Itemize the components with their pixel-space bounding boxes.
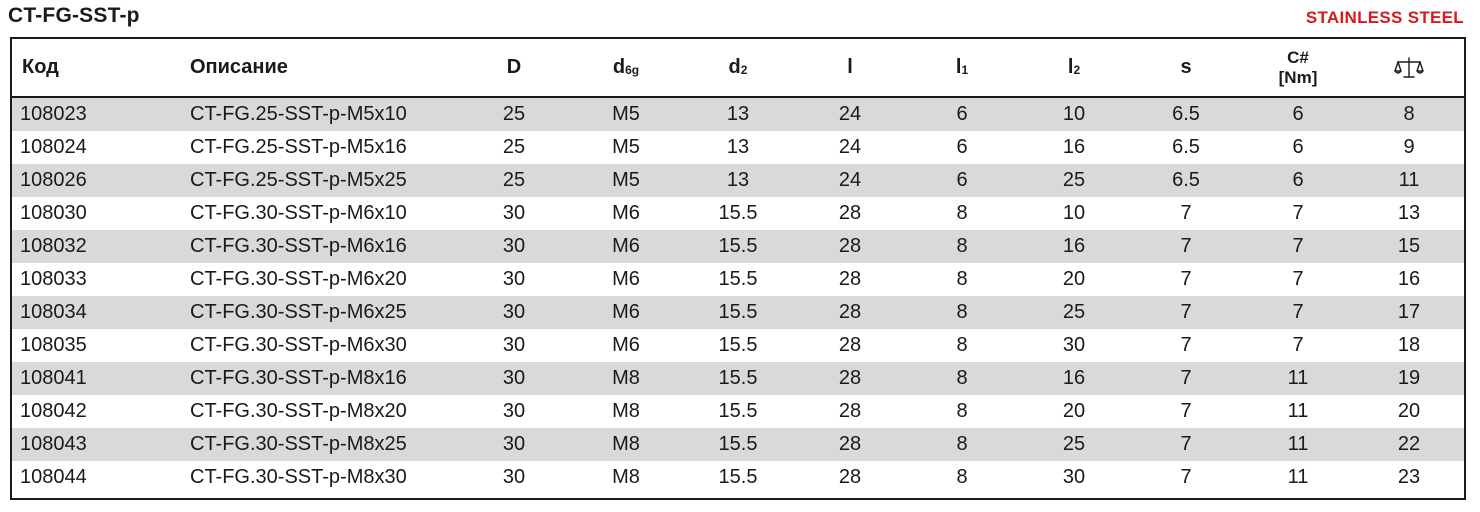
cell-cnm: 7: [1242, 197, 1354, 230]
cell-l1: 8: [906, 428, 1018, 461]
cell-D: 25: [458, 164, 570, 197]
cell-cnm: 11: [1242, 362, 1354, 395]
cell-l1: 8: [906, 362, 1018, 395]
cell-d2: 15.5: [682, 461, 794, 494]
table-row: [12, 197, 1464, 230]
col-header-d6g: [570, 39, 682, 97]
cell-description: CT-FG.25-SST-p-M5x25: [190, 164, 458, 197]
cell-l2: 20: [1018, 395, 1130, 428]
spec-table-body: [12, 97, 1464, 494]
table-row: [12, 329, 1464, 362]
product-title: CT-FG-SST-p: [8, 4, 140, 27]
cell-D: 30: [458, 230, 570, 263]
cell-code: 108024: [12, 131, 190, 164]
cell-description: CT-FG.30-SST-p-M6x20: [190, 263, 458, 296]
cell-d2: 13: [682, 97, 794, 131]
table-row: [12, 461, 1464, 494]
col-header-d2-main: d: [728, 56, 741, 78]
cell-d2: 15.5: [682, 395, 794, 428]
table-row: [12, 97, 1464, 131]
cell-cnm: 11: [1242, 461, 1354, 494]
col-header-D: D: [458, 39, 570, 97]
cell-d6g: M6: [570, 197, 682, 230]
cell-l: 24: [794, 97, 906, 131]
cell-l1: 8: [906, 230, 1018, 263]
cell-cnm: 11: [1242, 395, 1354, 428]
cell-D: 30: [458, 395, 570, 428]
cell-d2: 13: [682, 131, 794, 164]
table-row: [12, 395, 1464, 428]
cell-d6g: M6: [570, 263, 682, 296]
cell-cnm: 6: [1242, 164, 1354, 197]
cell-weight: 19: [1354, 362, 1464, 395]
cell-s: 7: [1130, 461, 1242, 494]
cell-d6g: M8: [570, 428, 682, 461]
col-header-code: Код: [12, 39, 190, 97]
cell-weight: 16: [1354, 263, 1464, 296]
cell-s: 7: [1130, 197, 1242, 230]
cell-s: 6.5: [1130, 97, 1242, 131]
table-row: [12, 164, 1464, 197]
cell-description: CT-FG.30-SST-p-M6x16: [190, 230, 458, 263]
cell-d2: 15.5: [682, 230, 794, 263]
cell-code: 108026: [12, 164, 190, 197]
cell-d6g: M6: [570, 296, 682, 329]
cell-d2: 15.5: [682, 329, 794, 362]
col-header-d6g-sub: 6g: [625, 63, 640, 77]
cell-s: 7: [1130, 329, 1242, 362]
cell-l2: 30: [1018, 329, 1130, 362]
table-row: [12, 230, 1464, 263]
cell-l2: 10: [1018, 97, 1130, 131]
cell-code: 108044: [12, 461, 190, 494]
col-header-d6g-main: d: [612, 56, 626, 78]
cell-l2: 25: [1018, 428, 1130, 461]
cell-s: 7: [1130, 428, 1242, 461]
cell-D: 30: [458, 428, 570, 461]
cell-s: 7: [1130, 230, 1242, 263]
cell-l2: 20: [1018, 263, 1130, 296]
cell-D: 30: [458, 362, 570, 395]
cell-d2: 15.5: [682, 428, 794, 461]
cell-description: CT-FG.25-SST-p-M5x16: [190, 131, 458, 164]
col-header-l2: [1018, 39, 1130, 97]
cell-l1: 6: [906, 97, 1018, 131]
cell-s: 7: [1130, 362, 1242, 395]
cell-cnm: 6: [1242, 97, 1354, 131]
cell-l1: 8: [906, 461, 1018, 494]
cell-weight: 23: [1354, 461, 1464, 494]
col-header-torque-line1: C#: [1287, 47, 1309, 67]
cell-l: 28: [794, 263, 906, 296]
cell-code: 108043: [12, 428, 190, 461]
col-header-d2: [682, 39, 794, 97]
cell-D: 30: [458, 263, 570, 296]
cell-D: 25: [458, 97, 570, 131]
cell-code: 108034: [12, 296, 190, 329]
cell-l: 28: [794, 329, 906, 362]
cell-description: CT-FG.30-SST-p-M6x25: [190, 296, 458, 329]
cell-weight: 11: [1354, 164, 1464, 197]
cell-d2: 15.5: [682, 197, 794, 230]
cell-d6g: M8: [570, 362, 682, 395]
cell-d6g: M5: [570, 97, 682, 131]
cell-d6g: M6: [570, 230, 682, 263]
table-row: [12, 131, 1464, 164]
table-header-row: [12, 39, 1464, 97]
cell-d2: 15.5: [682, 296, 794, 329]
col-header-l1-main: l: [955, 56, 962, 78]
cell-l: 28: [794, 461, 906, 494]
cell-weight: 22: [1354, 428, 1464, 461]
cell-l: 28: [794, 395, 906, 428]
cell-s: 6.5: [1130, 164, 1242, 197]
cell-l2: 16: [1018, 230, 1130, 263]
col-header-s: s: [1130, 39, 1242, 97]
cell-d6g: M6: [570, 329, 682, 362]
cell-cnm: 11: [1242, 428, 1354, 461]
cell-d6g: M5: [570, 164, 682, 197]
cell-l2: 10: [1018, 197, 1130, 230]
cell-l: 28: [794, 197, 906, 230]
cell-d2: 15.5: [682, 362, 794, 395]
cell-cnm: 7: [1242, 263, 1354, 296]
cell-l2: 25: [1018, 164, 1130, 197]
table-row: [12, 362, 1464, 395]
cell-l2: 16: [1018, 362, 1130, 395]
cell-code: 108030: [12, 197, 190, 230]
col-header-d2-sub: 2: [740, 63, 748, 77]
cell-description: CT-FG.30-SST-p-M8x16: [190, 362, 458, 395]
cell-l1: 6: [906, 131, 1018, 164]
cell-s: 7: [1130, 263, 1242, 296]
cell-l2: 30: [1018, 461, 1130, 494]
cell-description: CT-FG.30-SST-p-M6x30: [190, 329, 458, 362]
cell-d6g: M5: [570, 131, 682, 164]
cell-weight: 9: [1354, 131, 1464, 164]
col-header-l: l: [794, 39, 906, 97]
cell-weight: 13: [1354, 197, 1464, 230]
cell-l: 28: [794, 428, 906, 461]
col-header-l2-main: l: [1067, 56, 1074, 78]
cell-s: 7: [1130, 296, 1242, 329]
col-header-torque-line2: [Nm]: [1278, 67, 1318, 87]
cell-weight: 17: [1354, 296, 1464, 329]
cell-l: 24: [794, 164, 906, 197]
cell-description: CT-FG.30-SST-p-M6x10: [190, 197, 458, 230]
col-header-l2-sub: 2: [1073, 63, 1081, 77]
cell-description: CT-FG.30-SST-p-M8x30: [190, 461, 458, 494]
col-header-l1-sub: 1: [961, 63, 969, 77]
cell-d2: 15.5: [682, 263, 794, 296]
col-header-description: Описание: [190, 39, 458, 97]
cell-l1: 8: [906, 395, 1018, 428]
cell-D: 30: [458, 296, 570, 329]
cell-weight: 8: [1354, 97, 1464, 131]
cell-l1: 8: [906, 329, 1018, 362]
cell-cnm: 7: [1242, 296, 1354, 329]
material-label: STAINLESS STEEL: [1305, 8, 1464, 27]
col-header-l1: [906, 39, 1018, 97]
col-header-weight: [1354, 39, 1464, 97]
cell-description: CT-FG.25-SST-p-M5x10: [190, 97, 458, 131]
spec-table: [12, 39, 1464, 494]
cell-D: 30: [458, 461, 570, 494]
cell-weight: 20: [1354, 395, 1464, 428]
cell-l1: 8: [906, 263, 1018, 296]
cell-code: 108032: [12, 230, 190, 263]
cell-D: 30: [458, 329, 570, 362]
cell-l2: 25: [1018, 296, 1130, 329]
col-header-torque: [1242, 39, 1354, 97]
cell-d6g: M8: [570, 395, 682, 428]
cell-l1: 8: [906, 197, 1018, 230]
cell-code: 108033: [12, 263, 190, 296]
cell-l: 28: [794, 296, 906, 329]
cell-code: 108035: [12, 329, 190, 362]
cell-weight: 18: [1354, 329, 1464, 362]
cell-description: CT-FG.30-SST-p-M8x20: [190, 395, 458, 428]
cell-d2: 13: [682, 164, 794, 197]
table-row: [12, 296, 1464, 329]
cell-weight: 15: [1354, 230, 1464, 263]
cell-code: 108023: [12, 97, 190, 131]
cell-l: 24: [794, 131, 906, 164]
cell-s: 7: [1130, 395, 1242, 428]
cell-d6g: M8: [570, 461, 682, 494]
spec-table-frame: [10, 37, 1466, 500]
cell-cnm: 6: [1242, 131, 1354, 164]
cell-l2: 16: [1018, 131, 1130, 164]
cell-l: 28: [794, 362, 906, 395]
cell-code: 108042: [12, 395, 190, 428]
cell-l1: 8: [906, 296, 1018, 329]
cell-cnm: 7: [1242, 329, 1354, 362]
cell-description: CT-FG.30-SST-p-M8x25: [190, 428, 458, 461]
cell-l: 28: [794, 230, 906, 263]
scale-icon: [1394, 56, 1424, 80]
table-row: [12, 263, 1464, 296]
table-row: [12, 428, 1464, 461]
cell-D: 25: [458, 131, 570, 164]
cell-code: 108041: [12, 362, 190, 395]
cell-cnm: 7: [1242, 230, 1354, 263]
cell-D: 30: [458, 197, 570, 230]
cell-l1: 6: [906, 164, 1018, 197]
cell-s: 6.5: [1130, 131, 1242, 164]
